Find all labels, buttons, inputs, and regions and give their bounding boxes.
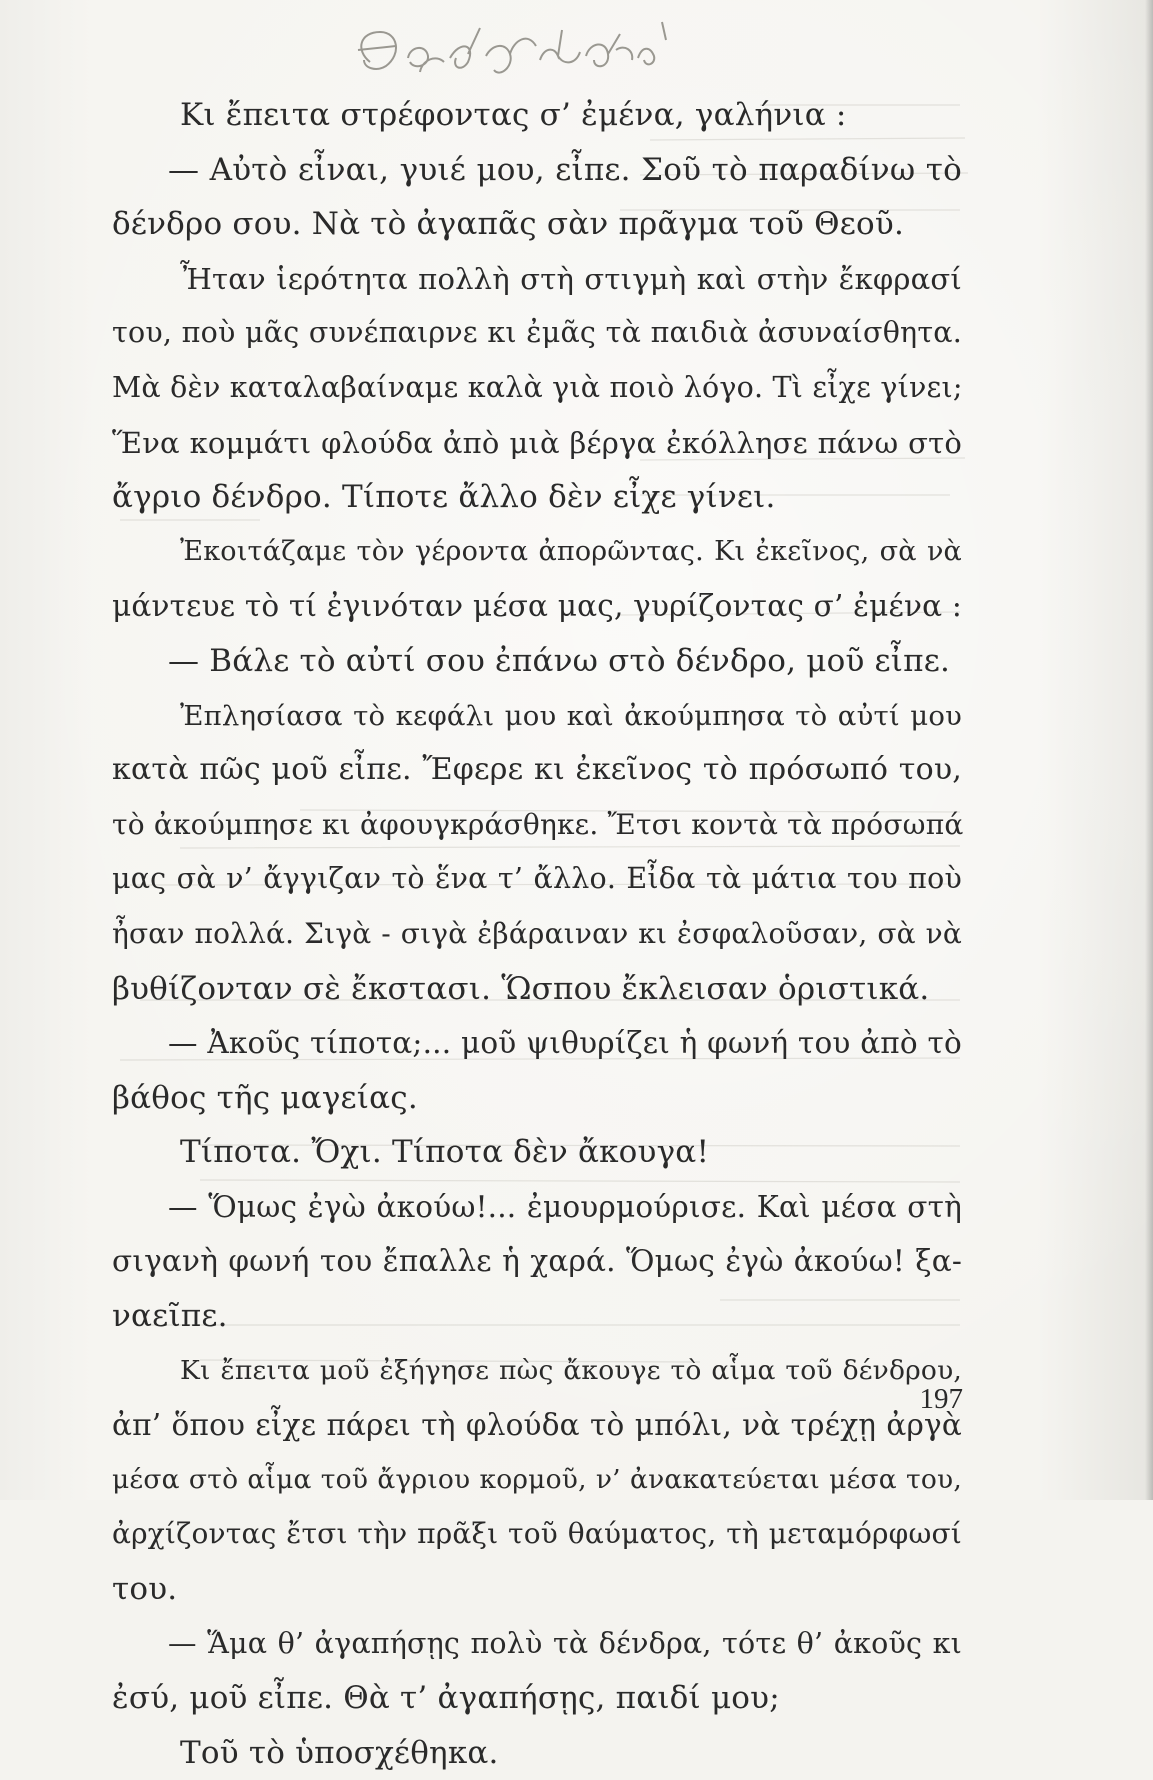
- page-text: [112, 88, 962, 1780]
- text-line: — Ὅμως ἐγὼ ἀκούω!... ἐμουρμούρισε. Καὶ μέσα στὴ: [168, 1189, 962, 1224]
- text-line: ἄγριο δένδρο. Τίποτε ἄλλο δὲν εἶχε γίνει.: [112, 479, 776, 516]
- text-line: Μὰ δὲν καταλαβαίναμε καλὰ γιὰ ποιὸ λόγο. Τὶ εἶχε γίνει;: [112, 370, 963, 404]
- text-line: σιγανὴ φωνή του ἔπαλλε ἡ χαρά. Ὅμως ἐγὼ ἀκούω! ξα-: [112, 1244, 962, 1279]
- text-line: Ἕνα κομμάτι φλούδα ἀπὸ μιὰ βέργα ἐκόλλησε πάνω στὸ: [112, 425, 962, 460]
- text-line: δένδρο σου. Νὰ τὸ ἀγαπᾶς σὰν πρᾶγμα τοῦ Θεοῦ.: [112, 206, 904, 243]
- text-line: Κι ἔπειτα μοῦ ἐξήγησε πὼς ἄκουγε τὸ αἷμα τοῦ δένδρου,: [180, 1354, 962, 1386]
- handwritten-pencil-note: [350, 10, 680, 90]
- text-line: ἦσαν πολλά. Σιγὰ - σιγὰ ἐβάραιναν κι ἐσφαλοῦσαν, σὰ νὰ: [112, 916, 962, 950]
- text-line: — Αὐτὸ εἶναι, γυιέ μου, εἶπε. Σοῦ τὸ παραδίνω τὸ: [168, 151, 962, 188]
- text-line: Κι ἔπειτα στρέφοντας σ’ ἐμένα, γαλήνια :: [180, 97, 847, 133]
- text-line: μάντευε τὸ τί ἐγινόταν μέσα μας, γυρίζοντας σ’ ἐμένα :: [112, 589, 962, 624]
- page-number: 197: [919, 1383, 963, 1415]
- text-line: τὸ ἀκούμπησε κι ἀφουγκράσθηκε. Ἔτσι κοντὰ τὰ πρόσωπά: [112, 807, 964, 841]
- page-edge-shadow: [1145, 0, 1153, 1500]
- text-line: — Ἀκοῦς τίποτα;... μοῦ ψιθυρίζει ἡ φωνή του ἀπὸ τὸ: [168, 1026, 962, 1061]
- text-line: — Βάλε τὸ αὐτί σου ἐπάνω στὸ δένδρο, μοῦ εἶπε.: [168, 642, 951, 679]
- text-line: του, ποὺ μᾶς συνέπαιρνε κι ἐμᾶς τὰ παιδιὰ ἀσυναίσθητα.: [112, 316, 962, 350]
- text-line: μέσα στὸ αἷμα τοῦ ἄγριου κορμοῦ, ν’ ἀνακατεύεται μέσα του,: [112, 1463, 962, 1495]
- text-line: Τοῦ τὸ ὑποσχέθηκα.: [180, 1734, 499, 1771]
- text-line: βάθος τῆς μαγείας.: [112, 1079, 418, 1116]
- text-line: Ἦταν ἱερότητα πολλὴ στὴ στιγμὴ καὶ στὴν ἔκφρασί: [180, 261, 962, 296]
- text-line: μας σὰ ν’ ἄγγιζαν τὸ ἕνα τ’ ἄλλο. Εἶδα τὰ μάτια του ποὺ: [112, 862, 962, 896]
- text-line: κατὰ πῶς μοῦ εἶπε. Ἔφερε κι ἐκεῖνος τὸ πρόσωπό του,: [112, 752, 962, 788]
- text-line: — Ἅμα θ’ ἀγαπήσῃς πολὺ τὰ δένδρα, τότε θ’ ἀκοῦς κι: [168, 1626, 962, 1660]
- text-line: Τίποτα. Ὄχι. Τίποτα δὲν ἄκουγα!: [180, 1134, 710, 1171]
- text-line: βυθίζονταν σὲ ἔκστασι. Ὥσπου ἔκλεισαν ὁριστικά.: [112, 970, 930, 1007]
- text-line: Ἐκοιτάζαμε τὸν γέροντα ἀπορῶντας. Κι ἐκεῖνος, σὰ νὰ: [180, 535, 962, 567]
- text-line: Ἐπλησίασα τὸ κεφάλι μου καὶ ἀκούμπησα τὸ αὐτί μου: [180, 699, 962, 732]
- text-line: ἀπ’ ὅπου εἶχε πάρει τὴ φλούδα τὸ μπόλι, νὰ τρέχῃ ἀργὰ: [112, 1408, 962, 1443]
- text-line: του.: [112, 1571, 178, 1608]
- text-line: ἐσύ, μοῦ εἶπε. Θὰ τ’ ἀγαπήσῃς, παιδί μου;: [112, 1680, 780, 1717]
- text-line: ναεῖπε.: [112, 1298, 228, 1335]
- text-line: ἀρχίζοντας ἔτσι τὴν πρᾶξι τοῦ θαύματος, τὴ μεταμόρφωσί: [112, 1517, 962, 1551]
